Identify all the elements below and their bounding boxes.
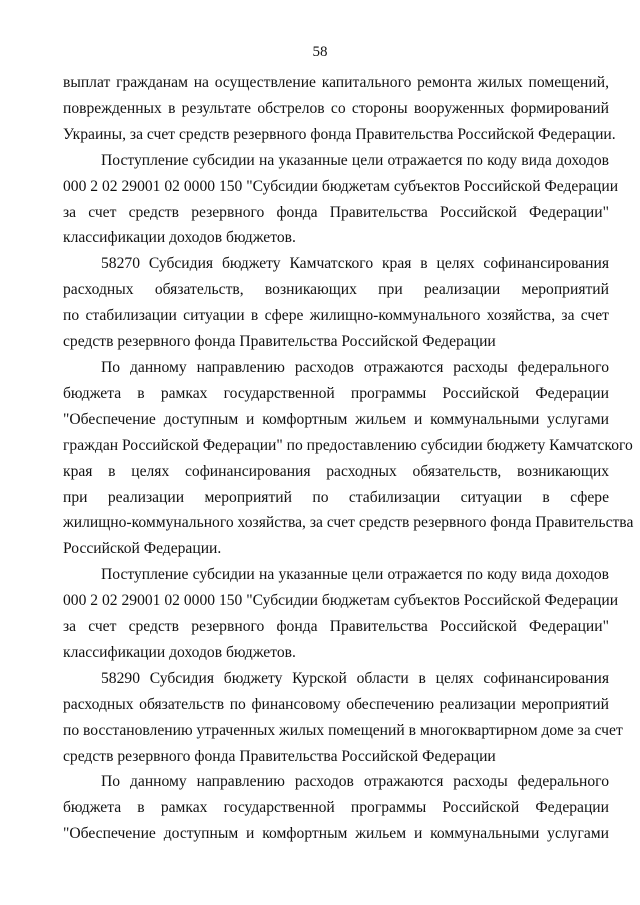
text-line: выплат гражданам на осуществление капитального ремонта жилых помещений, — [63, 74, 609, 91]
text-line: По данному направлению расходов отражаются расходы федерального — [101, 773, 609, 791]
page-number: 58 — [312, 44, 328, 60]
text-line: Украины, за счет средств резервного фонда Правительства Российской Федерации. — [63, 125, 616, 143]
text-line: расходных обязательств по финансовому обеспечению реализации мероприятий — [63, 695, 609, 713]
text-line: граждан Российской Федерации" по предоставлению субсидии бюджету Камчатского — [63, 436, 633, 454]
paragraph — [63, 70, 616, 148]
paragraph — [63, 666, 623, 770]
text-line: Российской Федерации. — [63, 540, 222, 558]
text-line: По данному направлению расходов отражаются расходы федерального — [101, 358, 609, 376]
text-line: классификации доходов бюджетов. — [63, 229, 296, 247]
text-line: за счет средств резервного фонда Правительства Российской Федерации" — [63, 618, 609, 636]
text-line: поврежденных в результате обстрелов со стороны вооруженных формирований — [63, 99, 609, 117]
text-line: бюджета в рамках государственной программы Российской Федерации — [63, 384, 609, 402]
text-line: жилищно-коммунального хозяйства, за счет средств резервного фонда Правительства — [63, 514, 634, 532]
paragraph — [63, 148, 619, 252]
text-line: при реализации мероприятий по стабилизации ситуации в сфере — [63, 488, 609, 506]
text-line: по восстановлению утраченных жилых помещений в многоквартирном доме за счет — [63, 721, 623, 739]
text-line: "Обеспечение доступным и комфортным жильем и коммунальными услугами — [63, 410, 609, 428]
document-body — [63, 70, 634, 847]
paragraph — [63, 769, 609, 847]
text-line: классификации доходов бюджетов. — [63, 643, 296, 661]
paragraph — [63, 355, 634, 562]
text-line: 000 2 02 29001 02 0000 150 "Субсидии бюджетам субъектов Российской Федерации — [63, 592, 619, 610]
text-line: средств резервного фонда Правительства Российской Федерации — [63, 747, 496, 765]
text-line: бюджета в рамках государственной программы Российской Федерации — [63, 799, 609, 817]
text-line: за счет средств резервного фонда Правительства Российской Федерации" — [63, 203, 609, 221]
text-line: "Обеспечение доступным и комфортным жильем и коммунальными услугами — [63, 825, 609, 843]
paragraph — [63, 562, 619, 666]
text-line: 58270 Субсидия бюджету Камчатского края в целях софинансирования — [101, 255, 609, 273]
text-line: 000 2 02 29001 02 0000 150 "Субсидии бюджетам субъектов Российской Федерации — [63, 177, 619, 195]
paragraph — [63, 251, 609, 355]
text-line: Поступление субсидии на указанные цели отражается по коду вида доходов — [101, 566, 609, 584]
text-line: средств резервного фонда Правительства Российской Федерации — [63, 333, 496, 351]
text-line: по стабилизации ситуации в сфере жилищно-коммунального хозяйства, за счет — [63, 307, 609, 325]
text-line: края в целях софинансирования расходных обязательств, возникающих — [63, 462, 609, 480]
text-line: расходных обязательств, возникающих при реализации мероприятий — [63, 281, 609, 299]
text-line: 58290 Субсидия бюджету Курской области в целях софинансирования — [101, 669, 609, 687]
text-line: Поступление субсидии на указанные цели отражается по коду вида доходов — [101, 151, 609, 169]
